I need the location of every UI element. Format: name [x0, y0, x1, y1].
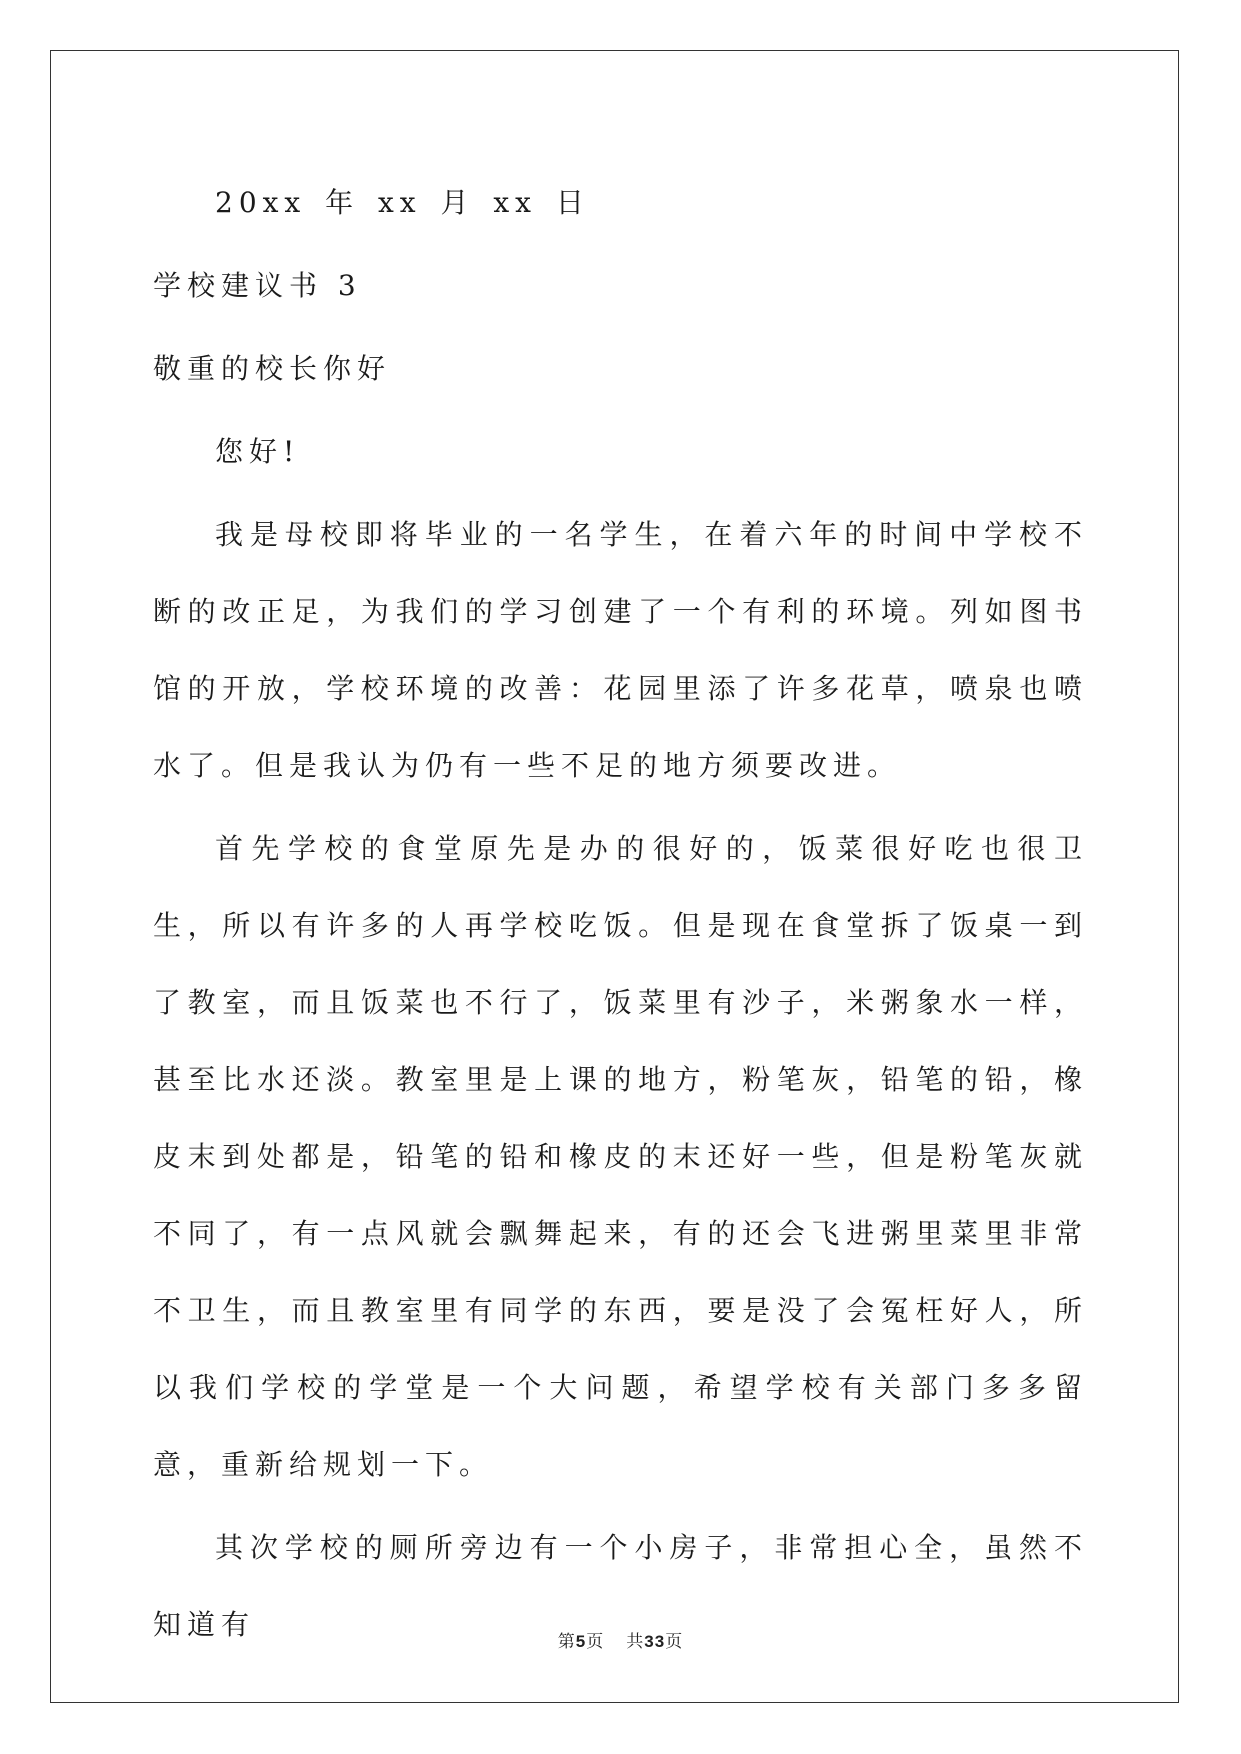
page-footer — [0, 1627, 1241, 1652]
page-suffix: 页 — [586, 1632, 605, 1652]
paragraph-intro: 我是母校即将毕业的一名学生，在着六年的时间中学校不断的改正足，为我们的学习创建了一个有利的环境。列如图书馆的开放，学校环境的改善：花园里添了许多花草，喷泉也喷水了。但是我认为仍有一些不足的地方须要改进。 — [153, 518, 1088, 782]
total-suffix: 页 — [665, 1632, 684, 1652]
document-heading: 学校建议书 3 — [153, 269, 362, 302]
document-body — [153, 164, 1088, 1663]
current-page-number: 5 — [575, 1632, 587, 1651]
total-prefix: 共 — [626, 1632, 645, 1652]
date-line: 20xx 年 xx 月 xx 日 — [215, 186, 590, 219]
greeting: 您好! — [215, 435, 301, 468]
paragraph-canteen: 首先学校的食堂原先是办的很好的，饭菜很好吃也很卫生，所以有许多的人再学校吃饭。但是现在食堂拆了饭桌一到了教室，而且饭菜也不行了，饭菜里有沙子，米粥象水一样，甚至比水还淡。教室里是上课的地方，粉笔灰，铅笔的铅，橡皮末到处都是，铅笔的铅和橡皮的末还好一些，但是粉笔灰就不同了，有一点风就会飘舞起来，有的还会飞进粥里菜里非常不卫生，而且教室里有同学的东西，要是没了会冤枉好人，所以我们学校的学堂是一个大问题，希望学校有关部门多多留意，重新给规划一下。 — [153, 832, 1088, 1481]
paragraph-toilet: 其次学校的厕所旁边有一个小房子，非常担心全，虽然不知道有 — [153, 1531, 1088, 1641]
page-prefix: 第 — [557, 1632, 576, 1652]
salutation: 敬重的校长你好 — [153, 352, 392, 385]
total-pages-number: 33 — [644, 1632, 666, 1651]
